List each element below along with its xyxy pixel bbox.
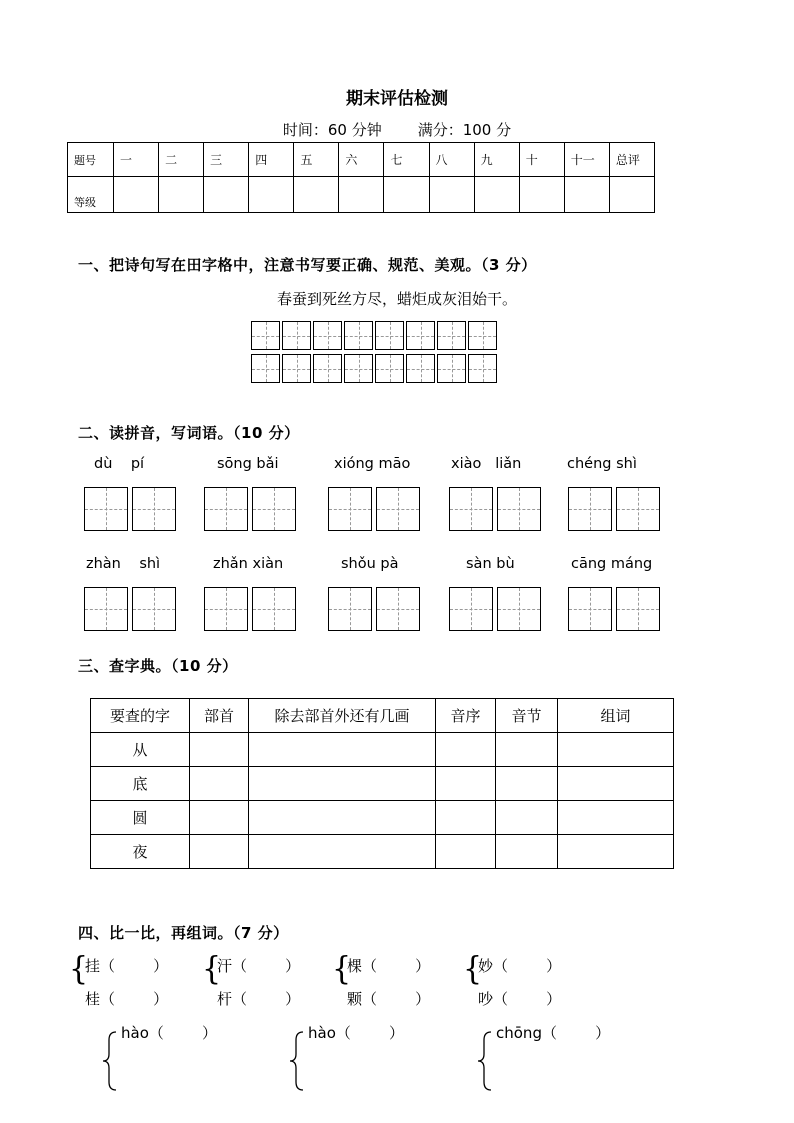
writing-cell[interactable]	[468, 354, 497, 383]
word-cell[interactable]	[328, 587, 372, 631]
score-column-header: 三	[204, 143, 249, 177]
score-column-header: 四	[249, 143, 294, 177]
pinyin-label: dù pí	[94, 456, 145, 472]
dict-char: 从	[91, 733, 190, 767]
word-cell[interactable]	[616, 587, 660, 631]
grade-cell[interactable]	[114, 177, 159, 213]
word-cell[interactable]	[84, 487, 128, 531]
word-cell[interactable]	[376, 487, 420, 531]
writing-cell[interactable]	[313, 354, 342, 383]
score-column-header: 十一	[564, 143, 609, 177]
word-cell[interactable]	[568, 487, 612, 531]
grade-cell[interactable]	[204, 177, 249, 213]
compare-item[interactable]: 汗（ ）	[217, 957, 301, 975]
grade-cell[interactable]	[609, 177, 654, 213]
dict-header-radical: 部首	[190, 699, 249, 733]
pinyin-label: zhàn shì	[86, 556, 161, 572]
answer-cell[interactable]	[558, 835, 674, 869]
pinyin-label: chéng shì	[567, 456, 637, 472]
writing-cell[interactable]	[406, 321, 435, 350]
grade-cell[interactable]	[249, 177, 294, 213]
brace-icon	[100, 1030, 120, 1092]
dict-char: 底	[91, 767, 190, 801]
dict-header-syllable: 音节	[496, 699, 558, 733]
word-box	[84, 487, 180, 531]
brace-icon: {	[69, 951, 89, 988]
answer-cell[interactable]	[436, 835, 496, 869]
word-cell[interactable]	[328, 487, 372, 531]
answer-cell[interactable]	[558, 767, 674, 801]
brace-icon: {	[463, 951, 483, 988]
answer-cell[interactable]	[496, 733, 558, 767]
writing-cell[interactable]	[468, 321, 497, 350]
answer-cell[interactable]	[496, 801, 558, 835]
word-cell[interactable]	[84, 587, 128, 631]
dict-header-char: 要查的字	[91, 699, 190, 733]
poem-line: 春蚕到死丝方尽，蜡炬成灰泪始干。	[276, 290, 517, 308]
dict-char: 夜	[91, 835, 190, 869]
polyphone-item[interactable]: hào（ ）	[121, 1024, 218, 1042]
answer-cell[interactable]	[558, 733, 674, 767]
score-column-header: 十	[519, 143, 564, 177]
pinyin-label: xióng māo	[334, 456, 411, 472]
pinyin-label: sàn bù	[466, 556, 515, 572]
compare-item[interactable]: 棵（ ）	[347, 957, 431, 975]
writing-cell[interactable]	[282, 321, 311, 350]
answer-cell[interactable]	[190, 801, 249, 835]
brace-icon: {	[202, 951, 222, 988]
writing-cell[interactable]	[313, 321, 342, 350]
grade-cell[interactable]	[339, 177, 384, 213]
word-box	[568, 587, 664, 631]
answer-cell[interactable]	[190, 767, 249, 801]
score-column-header: 五	[294, 143, 339, 177]
writing-cell[interactable]	[375, 321, 404, 350]
compare-item[interactable]: 吵（ ）	[478, 990, 562, 1008]
writing-grid-row	[251, 354, 499, 383]
pinyin-label: sōng bǎi	[217, 456, 279, 472]
score-column-header: 六	[339, 143, 384, 177]
compare-item[interactable]: 挂（ ）	[85, 957, 169, 975]
word-box	[568, 487, 664, 531]
word-box	[204, 487, 300, 531]
writing-cell[interactable]	[437, 321, 466, 350]
answer-cell[interactable]	[190, 733, 249, 767]
word-cell[interactable]	[252, 487, 296, 531]
section-3-title: 三、查字典。（10 分）	[78, 657, 238, 675]
word-box	[84, 587, 180, 631]
word-cell[interactable]	[616, 487, 660, 531]
word-box	[449, 587, 545, 631]
word-cell[interactable]	[497, 487, 541, 531]
writing-cell[interactable]	[251, 354, 280, 383]
answer-cell[interactable]	[436, 733, 496, 767]
writing-grid-row	[251, 321, 499, 350]
grade-cell[interactable]	[384, 177, 429, 213]
score-column-header: 七	[384, 143, 429, 177]
compare-item[interactable]: 杆（ ）	[217, 990, 301, 1008]
score-column-header: 一	[114, 143, 159, 177]
word-box	[328, 487, 424, 531]
brace-icon	[475, 1030, 495, 1092]
brace-icon: {	[332, 951, 352, 988]
compare-item[interactable]: 妙（ ）	[478, 957, 562, 975]
writing-cell[interactable]	[282, 354, 311, 383]
exam-info	[0, 119, 794, 140]
word-cell[interactable]	[568, 587, 612, 631]
word-cell[interactable]	[497, 587, 541, 631]
word-cell[interactable]	[204, 587, 248, 631]
dict-header-words: 组词	[558, 699, 674, 733]
pinyin-label: shǒu pà	[341, 556, 399, 572]
pinyin-label: cāng máng	[571, 556, 653, 572]
grade-label: 等级	[68, 177, 114, 213]
word-cell[interactable]	[449, 487, 493, 531]
dictionary-table	[90, 698, 674, 869]
polyphone-item[interactable]: hào（ ）	[308, 1024, 405, 1042]
pinyin-label: zhǎn xiàn	[213, 556, 284, 572]
grade-cell[interactable]	[429, 177, 474, 213]
writing-cell[interactable]	[344, 321, 373, 350]
word-box	[328, 587, 424, 631]
writing-cell[interactable]	[251, 321, 280, 350]
score-label: 满分：100 分	[417, 121, 512, 139]
word-cell[interactable]	[376, 587, 420, 631]
question-number-label: 题号	[68, 143, 114, 177]
writing-cell[interactable]	[406, 354, 435, 383]
answer-cell[interactable]	[436, 801, 496, 835]
word-cell[interactable]	[132, 587, 176, 631]
word-cell[interactable]	[132, 487, 176, 531]
score-column-header: 八	[429, 143, 474, 177]
answer-cell[interactable]	[249, 767, 436, 801]
score-column-header: 二	[159, 143, 204, 177]
answer-cell[interactable]	[496, 767, 558, 801]
grade-cell[interactable]	[159, 177, 204, 213]
grade-cell[interactable]	[519, 177, 564, 213]
answer-cell[interactable]	[190, 835, 249, 869]
compare-item[interactable]: 颗（ ）	[347, 990, 431, 1008]
score-column-header: 九	[474, 143, 519, 177]
answer-cell[interactable]	[558, 801, 674, 835]
section-2-title: 二、读拼音，写词语。（10 分）	[78, 424, 300, 442]
page-title: 期末评估检测	[346, 89, 448, 109]
word-cell[interactable]	[204, 487, 248, 531]
dict-header-strokes: 除去部首外还有几画	[249, 699, 436, 733]
answer-cell[interactable]	[496, 835, 558, 869]
answer-cell[interactable]	[249, 801, 436, 835]
answer-cell[interactable]	[249, 733, 436, 767]
word-box	[204, 587, 300, 631]
word-cell[interactable]	[252, 587, 296, 631]
answer-cell[interactable]	[436, 767, 496, 801]
compare-item[interactable]: 桂（ ）	[85, 990, 169, 1008]
dict-char: 圆	[91, 801, 190, 835]
writing-cell[interactable]	[437, 354, 466, 383]
word-cell[interactable]	[449, 587, 493, 631]
writing-cell[interactable]	[344, 354, 373, 383]
grade-cell[interactable]	[474, 177, 519, 213]
writing-cell[interactable]	[375, 354, 404, 383]
section-1-title: 一、把诗句写在田字格中，注意书写要正确、规范、美观。（3 分）	[78, 256, 537, 274]
score-column-header: 总评	[609, 143, 654, 177]
pinyin-label: xiào liǎn	[451, 456, 522, 472]
grade-cell[interactable]	[294, 177, 339, 213]
brace-icon	[287, 1030, 307, 1092]
polyphone-item[interactable]: chōng（ ）	[496, 1024, 611, 1042]
grade-cell[interactable]	[564, 177, 609, 213]
word-box	[449, 487, 545, 531]
answer-cell[interactable]	[249, 835, 436, 869]
dict-header-initial: 音序	[436, 699, 496, 733]
time-label: 时间：60 分钟	[282, 121, 382, 139]
score-table	[67, 142, 655, 213]
section-4-title: 四、比一比，再组词。（7 分）	[78, 924, 289, 942]
